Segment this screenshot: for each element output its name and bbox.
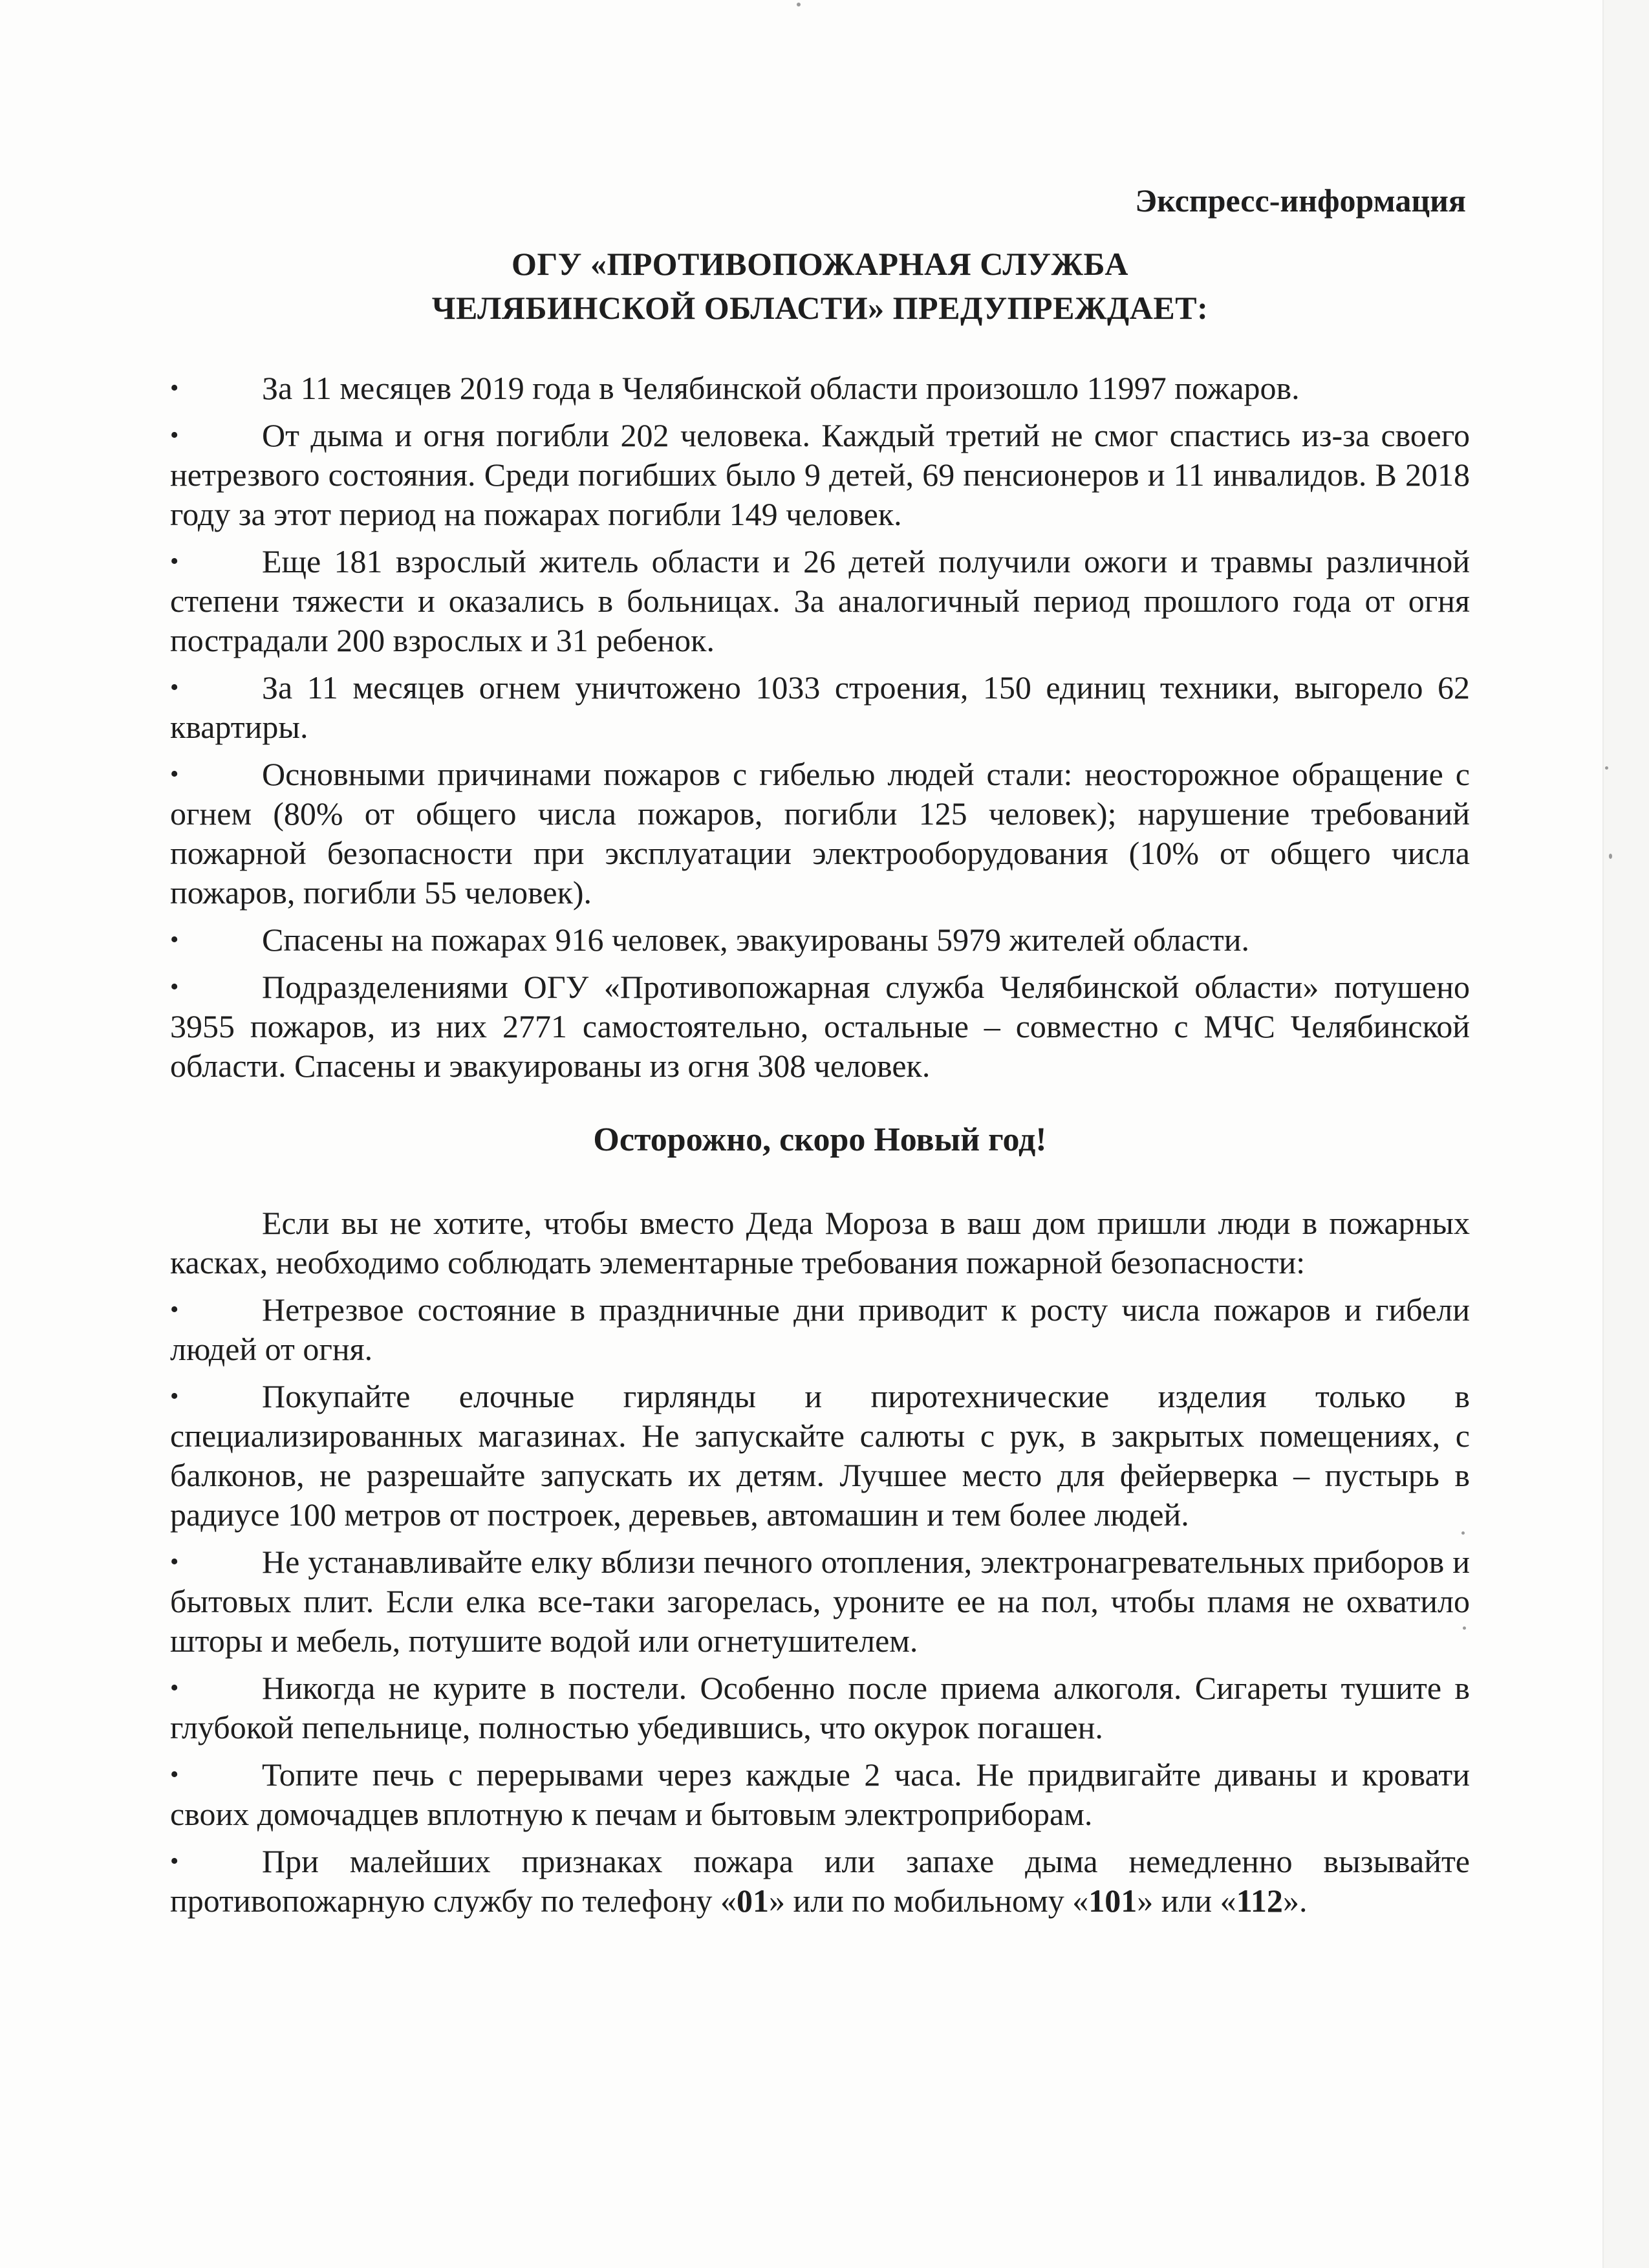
list-item: • Подразделениями ОГУ «Противопожарная служба Челябинской области» потушено 3955 пожаров, из них 2771 самостоятельно, остальные – совместно с МЧС Челябинской области. Спасены и эвакуированы из огня 308 человек. xyxy=(170,969,1470,1084)
scan-edge xyxy=(1602,0,1649,2268)
bullet-icon: • xyxy=(170,1383,179,1410)
scan-artifact xyxy=(1605,766,1608,770)
scan-artifact xyxy=(1609,854,1612,859)
list-item: • Нетрезвое состояние в праздничные дни приводит к росту числа пожаров и гибели людей от огня. xyxy=(170,1291,1470,1367)
list-item: • Не устанавливайте елку вблизи печного отопления, электронагревательных приборов и бытовых плит. Если елка все-таки загорелась, уроните ее на пол, чтобы пламя не охватило шторы и мебель, потушите водой или огнетушителем. xyxy=(170,1544,1470,1659)
list-item: • За 11 месяцев огнем уничтожено 1033 строения, 150 единиц техники, выгорело 62 квартиры. xyxy=(170,669,1470,745)
bullet-icon: • xyxy=(170,926,179,953)
bullet-icon: • xyxy=(170,1674,179,1701)
statistics-list xyxy=(170,369,1470,1086)
bullet-icon: • xyxy=(170,1548,179,1575)
list-item-emergency-call: • При малейших признаках пожара или запахе дыма немедленно вызывайте противопожарную службу по телефону «01» или по мобильному «101» или «112». xyxy=(170,1843,1470,1919)
list-item: • За 11 месяцев 2019 года в Челябинской области произошло 11997 пожаров. xyxy=(170,369,1470,408)
bullet-icon: • xyxy=(170,1761,179,1788)
document-content xyxy=(170,175,1470,1928)
intro-paragraph: Если вы не хотите, чтобы вместо Деда Мороза в ваш дом пришли люди в пожарных касках, необходимо соблюдать элементарные требования пожарной безопасности: xyxy=(170,1205,1470,1280)
list-item: • Покупайте елочные гирлянды и пиротехнические изделия только в специализированных магазинах. Не запускайте салюты с рук, в закрытых помещениях, с балконов, не разрешайте запускать их детям. Лучшее место для фейерверка – пустырь в радиусе 100 метров от построек, деревьев, автомашин и тем более людей. xyxy=(170,1378,1470,1533)
list-item: • Спасены на пожарах 916 человек, эвакуированы 5979 жителей области. xyxy=(170,920,1470,960)
bullet-icon: • xyxy=(170,374,179,402)
bullet-icon: • xyxy=(170,1848,179,1875)
list-item: • Еще 181 взрослый житель области и 26 детей получили ожоги и травмы различной степени тяжести и оказались в больницах. За аналогичный период прошлого года от огня пострадали 200 взрослых и 31 ребенок. xyxy=(170,543,1470,658)
phone-number-101: 101 xyxy=(1088,1883,1137,1919)
bullet-icon: • xyxy=(170,761,179,788)
list-item: • Никогда не курите в постели. Особенно после приема алкоголя. Сигареты тушите в глубокой пепельнице, полностью убедившись, что окурок погашен. xyxy=(170,1670,1470,1745)
safety-tips-list xyxy=(170,1290,1470,1921)
list-item: • Основными причинами пожаров с гибелью людей стали: неосторожное обращение с огнем (80% от общего числа пожаров, погибли 125 человек); нарушение требований пожарной безопасности при эксплуатации электрооборудования (10% от общего числа пожаров, погибли 55 человек). xyxy=(170,756,1470,911)
phone-number-112: 112 xyxy=(1236,1883,1283,1919)
bullet-icon: • xyxy=(170,422,179,449)
bullet-icon: • xyxy=(170,1296,179,1323)
title-line-1: ОГУ «ПРОТИВОПОЖАРНАЯ СЛУЖБА xyxy=(512,246,1128,282)
list-item: • От дыма и огня погибли 202 человека. Каждый третий не смог спастись из-за своего нетрезвого состояния. Среди погибших было 9 детей, 69 пенсионеров и 11 инвалидов. В 2018 году за этот период на пожарах погибли 149 человек. xyxy=(170,417,1470,532)
title-line-2: ЧЕЛЯБИНСКОЙ ОБЛАСТИ» ПРЕДУПРЕЖДАЕТ: xyxy=(431,290,1209,326)
express-info-label: Экспресс-информация xyxy=(1135,182,1466,219)
bullet-icon: • xyxy=(170,973,179,1000)
bullet-icon: • xyxy=(170,548,179,575)
bullet-icon: • xyxy=(170,674,179,701)
phone-number-01: 01 xyxy=(736,1883,769,1919)
section-heading: Осторожно, скоро Новый год! xyxy=(593,1121,1047,1158)
page-title xyxy=(170,242,1470,330)
scan-artifact xyxy=(797,3,801,6)
list-item: • Топите печь с перерывами через каждые 2 часа. Не придвигайте диваны и кровати своих домочадцев вплотную к печам и бытовым электроприборам. xyxy=(170,1756,1470,1832)
